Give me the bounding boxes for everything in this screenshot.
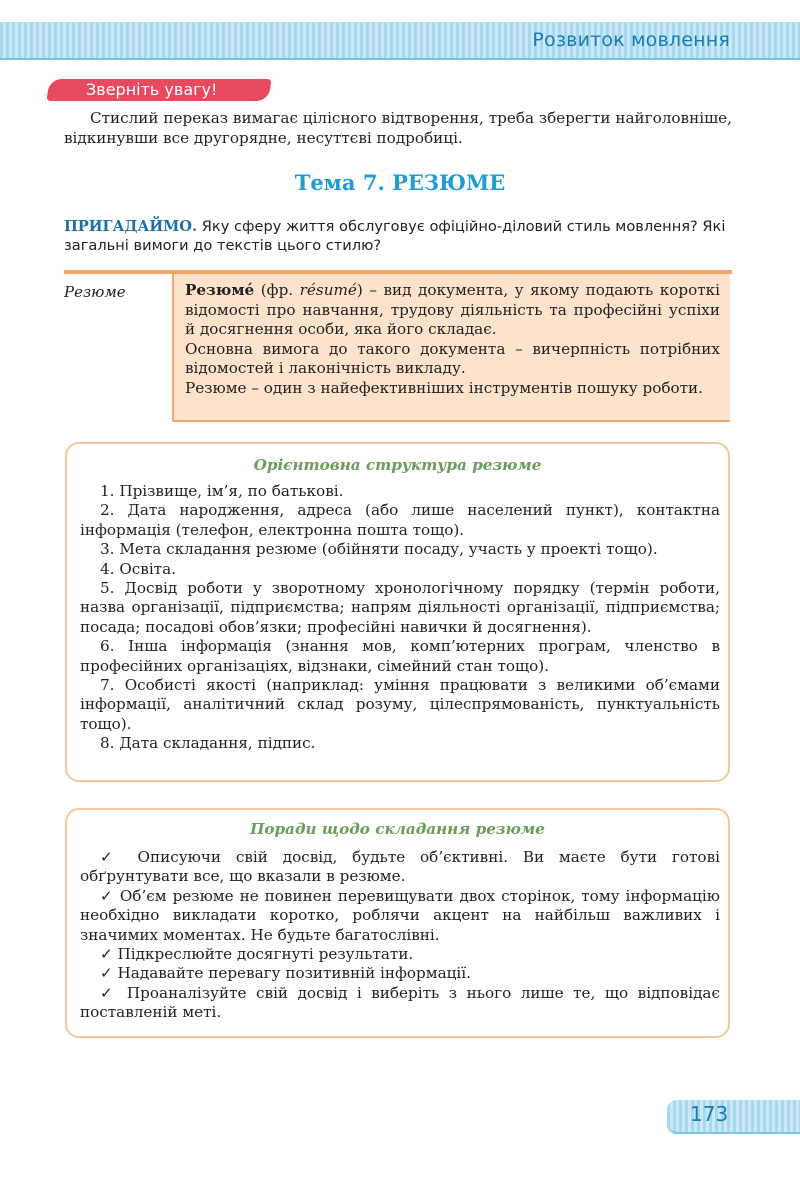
definition-text [185, 281, 720, 399]
list-item: 1. Прізвище, ім’я, по батькові. [100, 482, 344, 500]
structure-title: Орієнтовна структура резюме [253, 456, 542, 474]
list-item: 4. Освіта. [100, 559, 176, 578]
list-item: 8. Дата складання, підпис. [100, 734, 316, 753]
list-item: 5. Досвід роботи у зворотному хронологічному порядку (термін роботи, назва організації, підприємства; напрям діяльності організації, підприємства; посада; посадові обов’язки; професійні навички й досягнення). [80, 579, 720, 636]
remember-label: ПРИГАДАЙМО. [64, 218, 198, 235]
page-number: 173 [690, 1102, 729, 1126]
definition-origin-word: résumé [299, 281, 357, 299]
definition-origin-prefix: (фр. [260, 281, 294, 299]
section-title: Розвиток мовлення [532, 29, 730, 51]
remember-paragraph [64, 217, 734, 255]
list-item: ✓ Проаналізуйте свій досвід і виберіть з нього лише те, що відповідає поставленій меті. [80, 983, 720, 1022]
remember-text: Яку сферу життя обслуговує офіційно-діловий стиль мовлення? Які загальні вимоги до текстів цього стилю? [64, 218, 726, 254]
list-item: ✓ Надавайте перевагу позитивній інформації. [100, 964, 471, 983]
list-item: 7. Особисті якості (наприклад: уміння працювати з великими об’ємами інформації, аналітичний склад розуму, цілеспрямованість, пунктуальність тощо). [80, 676, 720, 733]
definition-body: – вид документа, у якому подають короткі відомості про навчання, трудову діяльність та професійні успіхи й досягнення особи, яка його складає. [185, 281, 720, 339]
topic-title: Тема 7. РЕЗЮМЕ [294, 170, 506, 195]
definition-origin-suffix: ) [356, 281, 363, 299]
page-number-tab [667, 1100, 800, 1134]
attention-label: Зверніть увагу! [86, 80, 218, 99]
list-item: 3. Мета складання резюме (обійняти посаду, участь у проекті тощо). [100, 540, 658, 559]
definition-side-label: Резюме [64, 283, 126, 301]
list-item: ✓ Підкреслюйте досягнуті результати. [100, 945, 414, 964]
tips-title: Поради щодо складання резюме [250, 820, 545, 838]
list-item: 6. Інша інформація (знання мов, комп’ютерних програм, членство в професійних організаціях, відзнаки, сімейний стан тощо). [80, 637, 720, 675]
list-item: ✓ Описуючи свій досвід, будьте об’єктивні. Ви маєте бути готові обґрунтувати все, що вказали в резюме. [80, 848, 720, 886]
structure-list [80, 482, 720, 754]
definition-term: Резюме́ [185, 281, 255, 299]
attention-text: Стислий переказ вимагає цілісного відтворення, треба зберегти найголовніше, відкинувши все другорядне, несуттєві подробиці. [64, 109, 732, 147]
definition-importance: Резюме – один з найефективніших інструментів пошуку роботи. [185, 378, 703, 397]
tips-list [80, 848, 720, 1023]
list-item: 2. Дата народження, адреса (або лише населений пункт), контактна інформація (телефон, електронна пошта тощо). [80, 501, 720, 539]
definition-paragraph [185, 281, 720, 340]
list-item: ✓ Об’єм резюме не повинен перевищувати двох сторінок, тому інформацію необхідно викладати коротко, роблячи акцент на найбільш важливих і значимих моментах. Не будьте багатослівні. [80, 886, 720, 944]
definition-requirement: Основна вимога до такого документа – вичерпність потрібних відомостей і лаконічність викладу. [185, 339, 720, 378]
